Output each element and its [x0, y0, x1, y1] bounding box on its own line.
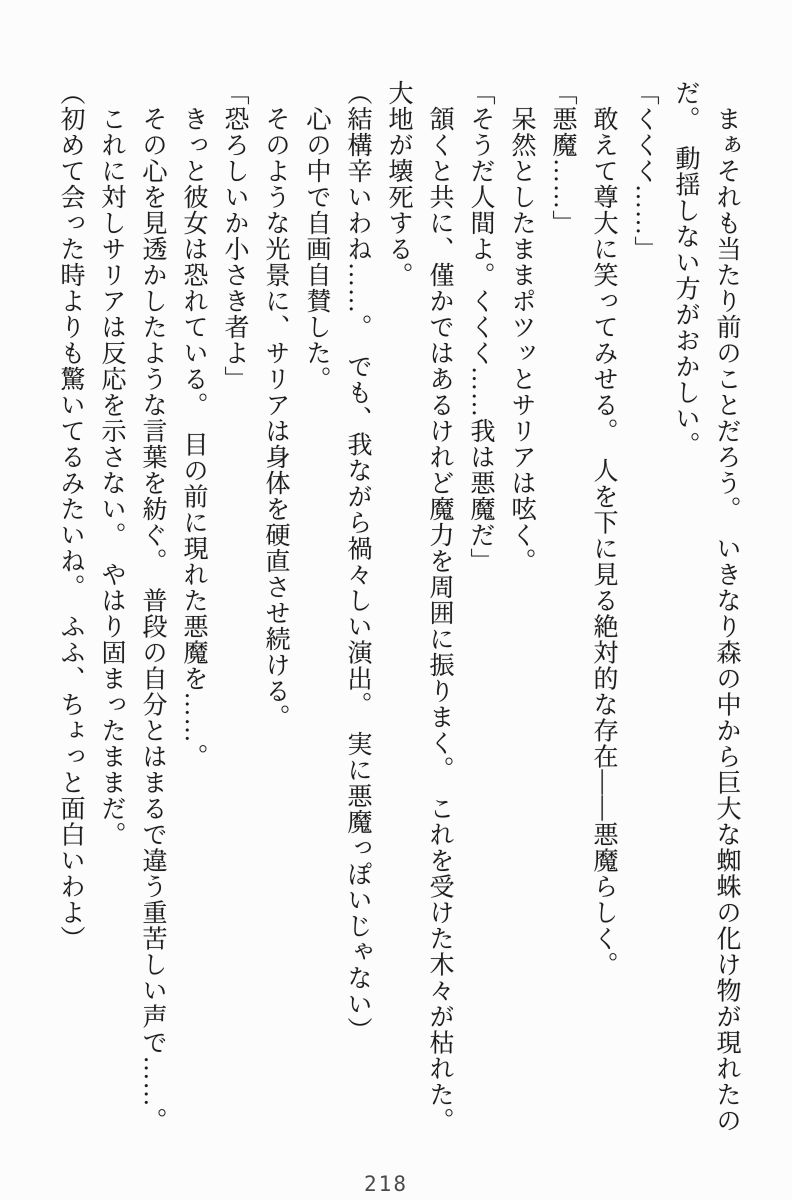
text-line-16: これに対しサリアは反応を示さない。 やはり固まったままだ。 — [98, 80, 125, 848]
text-line-7: 「そうだ人間よ。くくく……我は悪魔だ」 — [467, 80, 494, 574]
vertical-text-block — [50, 80, 747, 1165]
text-line-13: 「恐ろしいか小さき者よ」 — [221, 80, 248, 392]
text-line-9: 大地が壊死する。 — [385, 80, 412, 288]
text-line-8: 頷くと共に、僅かではあるけれど魔力を周囲に振りまく。 これを受けた木々が枯れた。 — [426, 80, 453, 1134]
text-line-10: （結構辛いわね……。 でも、我ながら禍々しい演出。 実に悪魔っぽいじゃない） — [344, 80, 371, 1043]
text-line-2: だ。 動揺しない方がおかしい。 — [672, 80, 699, 458]
text-line-12: そのような光景に、サリアは身体を硬直させ続ける。 — [262, 80, 289, 730]
text-line-5: 「悪魔……」 — [549, 80, 576, 236]
text-line-1: まぁそれも当たり前のことだろう。 いきなり森の中から巨大な蜘蛛の化け物が現れたの — [713, 80, 740, 1134]
text-line-14: きっと彼女は恐れている。 目の前に現れた悪魔を……。 — [180, 80, 207, 770]
text-line-15: その心を見透かしたような言葉を紡ぐ。 普段の自分とはまるで違う重苦しい声で……。 — [139, 80, 166, 1134]
text-line-6: 呆然としたままポツッとサリアは呟く。 — [508, 80, 535, 574]
text-line-17: （初めて会った時よりも驚いてるみたいね。 ふふ、ちょっと面白いわよ） — [57, 80, 84, 952]
text-line-4: 敢えて尊大に笑ってみせる。 人を下に見る絶対的な存在――悪魔らしく。 — [590, 80, 617, 978]
page-number: 218 — [364, 1172, 408, 1196]
text-line-11: 心の中で自画自賛した。 — [303, 80, 330, 392]
text-line-3: 「くくく……」 — [631, 80, 658, 262]
